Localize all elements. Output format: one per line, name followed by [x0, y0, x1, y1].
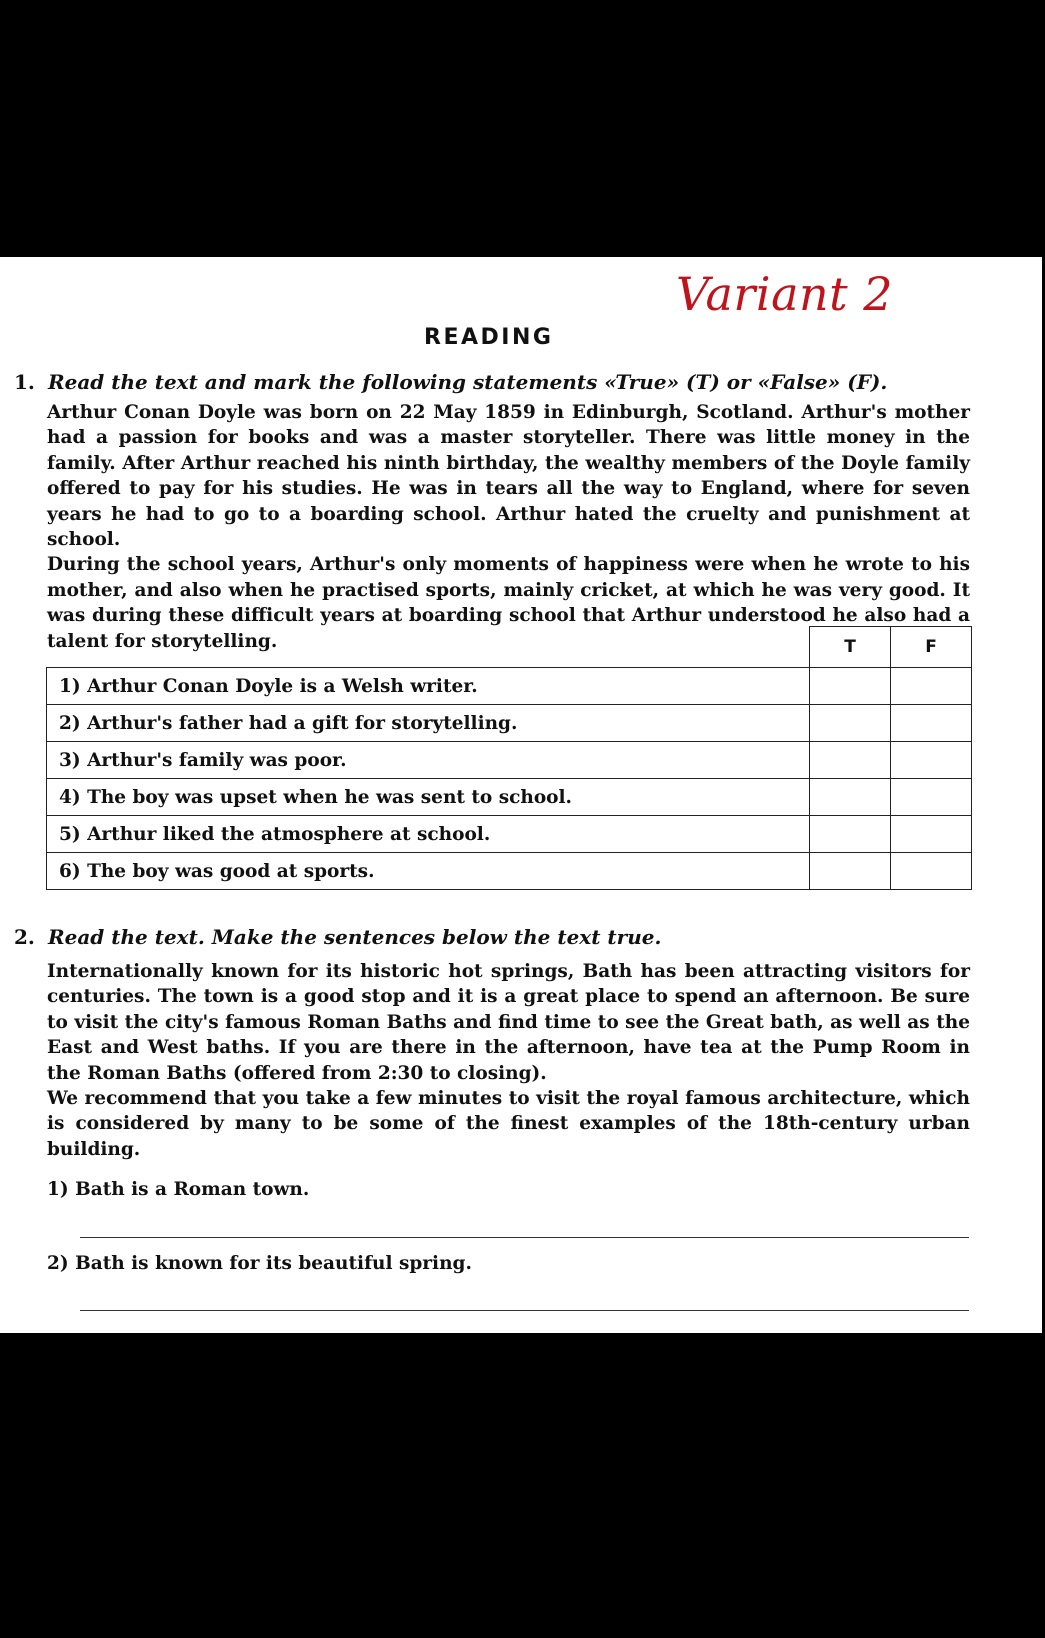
answer-line[interactable]: [80, 1237, 969, 1238]
true-false-table: [46, 626, 972, 890]
task2-text: [47, 959, 970, 1162]
answer-line[interactable]: [80, 1310, 969, 1311]
false-checkbox[interactable]: [891, 705, 972, 742]
table-row: [47, 668, 972, 705]
false-checkbox[interactable]: [891, 816, 972, 853]
task1-instruction-text: Read the text and mark the following statements «True» (T) or «False» (F).: [48, 370, 888, 394]
task2-paragraph: Internationally known for its historic hot springs, Bath has been attracting visitors for centuries. The town is a good stop and it is a great place to spend an afternoon. Be sure to visit the city's famous Roman Baths and find time to see the Great bath, as well as the East and West baths. If you are there in the afternoon, have tea at the Pump Room in the Roman Baths (offered from 2:30 to closing).: [47, 961, 970, 1084]
table-header-row: [47, 627, 972, 668]
true-checkbox[interactable]: [810, 853, 891, 890]
statement-cell: 5) Arthur liked the atmosphere at school.: [47, 816, 810, 853]
task1-instruction: [14, 370, 887, 394]
table-row: [47, 779, 972, 816]
task1-number: 1.: [14, 370, 35, 394]
true-checkbox[interactable]: [810, 742, 891, 779]
column-true-header: T: [810, 627, 891, 668]
table-row: [47, 816, 972, 853]
statement-cell: 2) Arthur's father had a gift for storytelling.: [47, 705, 810, 742]
false-checkbox[interactable]: [891, 779, 972, 816]
false-checkbox[interactable]: [891, 742, 972, 779]
statement-cell: 3) Arthur's family was poor.: [47, 742, 810, 779]
false-checkbox[interactable]: [891, 853, 972, 890]
statement-cell: 6) The boy was good at sports.: [47, 853, 810, 890]
task2-instruction-text: Read the text. Make the sentences below the text true.: [48, 925, 662, 949]
task1-paragraph: During the school years, Arthur's only moments of happiness were when he wrote to his mother, and also when he practised sports, mainly cricket, at which he was very good. It was during these difficult years at boarding school that Arthur understood he also had a talent for storytelling.: [47, 554, 970, 652]
task2-sentence: 1) Bath is a Roman town.: [47, 1179, 310, 1200]
table-row: [47, 853, 972, 890]
false-checkbox[interactable]: [891, 668, 972, 705]
task2-sentence: 2) Bath is known for its beautiful spring.: [47, 1253, 472, 1274]
task2-instruction: [14, 925, 661, 949]
true-checkbox[interactable]: [810, 779, 891, 816]
true-checkbox[interactable]: [810, 816, 891, 853]
column-false-header: F: [891, 627, 972, 668]
true-checkbox[interactable]: [810, 668, 891, 705]
statement-cell: 1) Arthur Conan Doyle is a Welsh writer.: [47, 668, 810, 705]
table-row: [47, 742, 972, 779]
task1-paragraph: Arthur Conan Doyle was born on 22 May 1859 in Edinburgh, Scotland. Arthur's mother had a passion for books and was a master storyteller. There was little money in the family. After Arthur reached his ninth birthday, the wealthy members of the Doyle family offered to pay for his studies. He was in tears all the way to England, where for seven years he had to go to a boarding school. Arthur hated the cruelty and punishment at school.: [47, 402, 970, 551]
task2-paragraph: We recommend that you take a few minutes to visit the royal famous architecture, which is considered by many to be some of the finest examples of the 18th-century urban building.: [47, 1088, 970, 1160]
variant-title: Variant 2: [676, 267, 894, 321]
task2-number: 2.: [14, 925, 35, 949]
task1-text: [47, 400, 970, 654]
section-heading: READING: [424, 325, 554, 350]
true-checkbox[interactable]: [810, 705, 891, 742]
table-row: [47, 705, 972, 742]
statement-cell: 4) The boy was upset when he was sent to school.: [47, 779, 810, 816]
worksheet-page: [0, 257, 1042, 1333]
